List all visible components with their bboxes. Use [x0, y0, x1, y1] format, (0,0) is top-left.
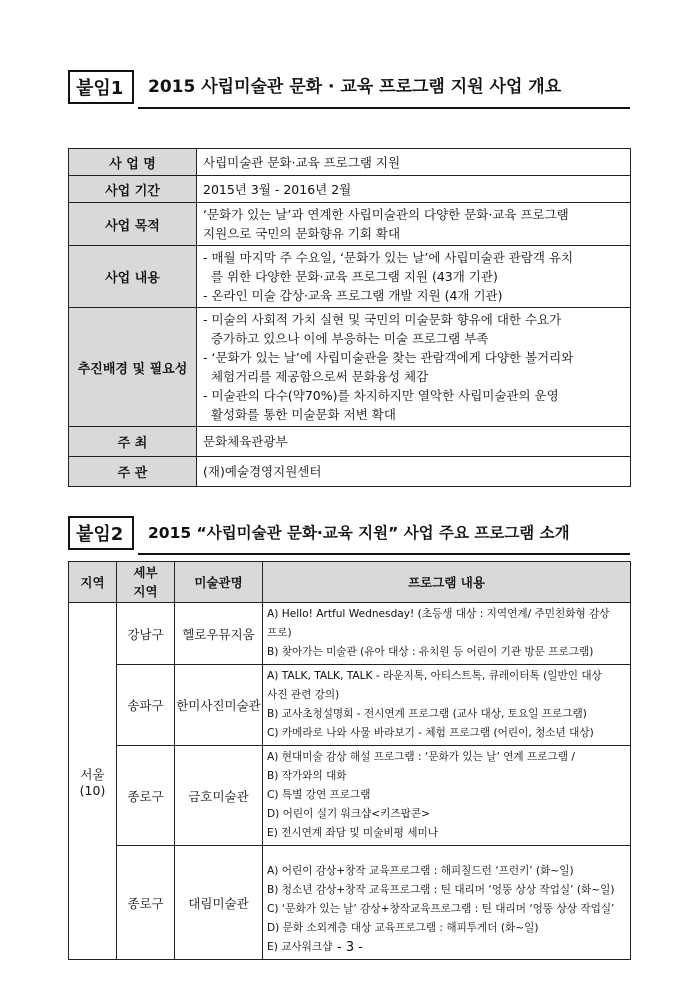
program-line: B) 찾아가는 미술관 (유아 대상 : 유치원 등 어린이 기관 방문 프로그램) [267, 646, 594, 658]
section2-title: 2015 “사립미술관 문화·교육 지원” 사업 주요 프로그램 소개 [148, 524, 570, 542]
overview-row [69, 457, 631, 487]
program-line: E) 교사워크샵 [267, 941, 333, 953]
overview-value [197, 203, 631, 246]
overview-row [69, 149, 631, 176]
program-line: A) 어린이 감상+창작 교육프로그램 : 해피칠드런 ‘프런키’ (화~일) [267, 865, 574, 877]
region-cell [69, 603, 117, 960]
program-content-cell [263, 665, 631, 746]
programs-table [68, 561, 631, 960]
program-line: B) 교사초청설명회 - 전시연계 프로그램 (교사 대상, 토요일 프로그램) [267, 708, 587, 720]
overview-row [69, 308, 631, 427]
header-region: 지역 [69, 562, 117, 603]
section2-heading [68, 516, 630, 552]
section1-underline [138, 107, 630, 109]
header-content: 프로그램 내용 [263, 562, 631, 603]
program-row [69, 665, 631, 746]
overview-row [69, 203, 631, 246]
header-subregion: 세부 지역 [117, 562, 175, 603]
overview-value [197, 427, 631, 457]
region-count: (10) [79, 782, 106, 798]
overview-line: ‘문화가 있는 날’과 연계한 사립미술관의 다양한 문화·교육 프로그램 [203, 207, 569, 222]
overview-label: 주 최 [69, 427, 197, 457]
program-line: 프로) [267, 627, 292, 639]
program-line: A) Hello! Artful Wednesday! (초등생 대상 : 지역연계/ 주민친화형 감상 [267, 608, 610, 620]
program-row [69, 746, 631, 846]
section1-title: 2015 사립미술관 문화 · 교육 프로그램 지원 사업 개요 [148, 77, 562, 97]
overview-line: 증가하고 있으나 이에 부응하는 미술 프로그램 부족 [203, 331, 489, 346]
overview-row [69, 427, 631, 457]
overview-label: 사업 목적 [69, 203, 197, 246]
overview-line: 를 위한 다양한 문화·교육 프로그램 지원 (43개 기관) [203, 269, 498, 284]
overview-line: 문화체육관광부 [203, 434, 288, 449]
program-line: A) 현대미술 감상 해설 프로그램 : ‘문화가 있는 날’ 연계 프로그램 / [267, 751, 575, 763]
museum-cell: 한미사진미술관 [175, 665, 263, 746]
section2-badge: 붙임2 [68, 516, 134, 550]
section1-badge: 붙임1 [68, 70, 134, 104]
district-cell: 종로구 [117, 846, 175, 960]
program-line: 사진 관련 강의) [267, 689, 340, 701]
museum-cell: 금호미술관 [175, 746, 263, 846]
overview-line: 사립미술관 문화·교육 프로그램 지원 [203, 154, 401, 170]
overview-value [197, 246, 631, 308]
overview-label: 추진배경 및 필요성 [69, 308, 197, 427]
overview-label: 사 업 명 [69, 149, 197, 176]
district-cell: 송파구 [117, 665, 175, 746]
overview-row [69, 176, 631, 203]
program-row [69, 603, 631, 665]
overview-value [197, 176, 631, 203]
section2-underline [138, 553, 630, 555]
region-name: 서울 [80, 766, 105, 782]
program-line: C) 카메라로 나와 사물 바라보기 - 체험 프로그램 (어린이, 청소년 대상) [267, 727, 594, 739]
overview-line: - 매월 마지막 주 수요일, ‘문화가 있는 날’에 사립미술관 관람객 유치 [203, 250, 574, 265]
overview-value [197, 457, 631, 487]
program-line: B) 작가와의 대화 [267, 770, 347, 782]
overview-table [68, 148, 631, 487]
program-line: C) 특별 강연 프로그램 [267, 789, 371, 801]
program-line: A) TALK, TALK, TALK - 라운지톡, 아티스트톡, 큐레이터톡 (일반인 대상 [267, 670, 602, 682]
overview-line: 체험거리를 제공함으로써 문화융성 체감 [203, 369, 429, 384]
program-content-cell [263, 746, 631, 846]
museum-cell: 헬로우뮤지움 [175, 603, 263, 665]
page-number: - 3 - [337, 940, 363, 955]
overview-line: - ‘문화가 있는 날’에 사립미술관을 찾는 관람객에게 다양한 볼거리와 [203, 350, 574, 365]
overview-row [69, 246, 631, 308]
overview-line: (재)예술경영지원센터 [203, 464, 322, 479]
overview-line: 활성화를 통한 미술문화 저변 확대 [203, 407, 396, 422]
district-cell: 종로구 [117, 746, 175, 846]
museum-cell: 대림미술관 [175, 846, 263, 960]
overview-label: 주 관 [69, 457, 197, 487]
program-line: B) 청소년 감상+창작 교육프로그램 : 틴 대리머 ‘엉뚱 상상 작업실’ (화~일) [267, 884, 615, 896]
program-line: C) ‘문화가 있는 날’ 감상+창작교육프로그램 : 틴 대리머 ‘엉뚱 상상 작업실’ [267, 903, 615, 915]
overview-value [197, 149, 631, 176]
district-cell: 강남구 [117, 603, 175, 665]
overview-label: 사업 기간 [69, 176, 197, 203]
header-museum: 미술관명 [175, 562, 263, 603]
program-line: D) 어린이 실기 워크샵<키즈팝콘> [267, 808, 430, 820]
program-content-cell [263, 603, 631, 665]
program-line: E) 전시연계 좌담 및 미술비평 세미나 [267, 827, 438, 839]
section1-heading [68, 70, 630, 106]
program-line: D) 문화 소외계층 대상 교육프로그램 : 해피투게더 (화~일) [267, 922, 539, 934]
overview-value [197, 308, 631, 427]
overview-line: - 미술의 사회적 가치 실현 및 국민의 미술문화 향유에 대한 수요가 [203, 312, 562, 327]
overview-label: 사업 내용 [69, 246, 197, 308]
overview-line: 지원으로 국민의 문화향유 기회 확대 [203, 226, 401, 241]
overview-line: - 미술관의 다수(약70%)를 차지하지만 열악한 사립미술관의 운영 [203, 388, 559, 403]
overview-line: - 온라인 미술 감상·교육 프로그램 개발 지원 (4개 기관) [203, 288, 503, 303]
overview-line: 2015년 3월 - 2016년 2월 [203, 181, 352, 197]
